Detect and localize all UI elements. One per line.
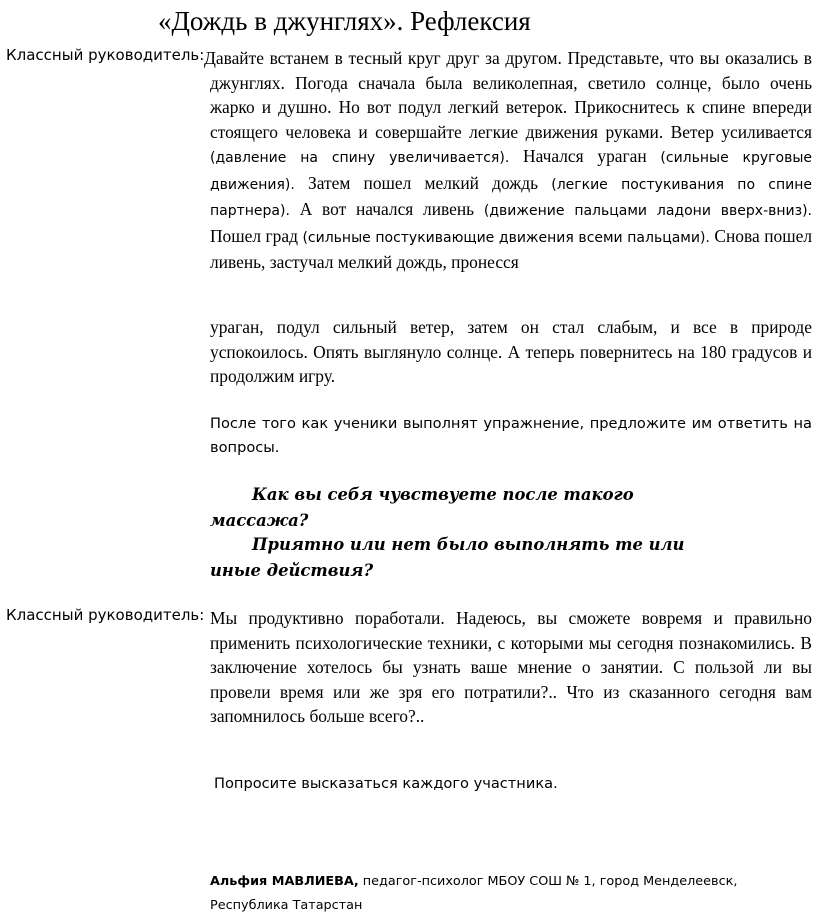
author-name: Альфия МАВЛИЕВА,: [210, 874, 359, 889]
stage-direction: (давление на спину увеличивается).: [210, 150, 510, 166]
instruction-text: После того как ученики выполнят упражнение, предложите им ответить на вопросы.: [210, 415, 812, 456]
reflection-question: Как вы себя чувствуете после такого массажа?: [210, 485, 634, 530]
stage-direction: (движение пальцами ладони вверх-вниз).: [483, 203, 812, 219]
speech-text: Затем пошел мелкий дождь: [294, 172, 552, 193]
speech-text: Снова пошел ливень, застучал мелкий дождь, пронесся: [210, 225, 813, 272]
author-credit: [210, 870, 750, 918]
stage-direction: (сильные круговые движения).: [210, 150, 813, 193]
author-position: педагог-психолог МБОУ СОШ № 1, город Менделеевск,: [358, 874, 738, 889]
reflection-question: Приятно или нет было выполнять те или иные действия?: [210, 535, 685, 580]
speaker-label: Классный руководитель:: [6, 606, 205, 624]
stage-direction: (сильные постукивающие движения всеми пальцами).: [302, 229, 710, 246]
speech-text: Пошел град: [210, 225, 303, 246]
speech-text: Начался ураган: [509, 146, 661, 166]
speech-text: Давайте встанем в тесный круг друг за другом. Представьте, что вы оказались в джунглях. Погода сначала была великолепная, светило солнце, было очень жарко и душно. Но вот подул легкий ветерок. Прикоснитесь к спине впереди стоящего человека и совершайте легкие движения руками. Ветер усиливается: [204, 48, 812, 142]
instruction-text: Попросите высказаться каждого участника.: [214, 775, 558, 792]
teacher-speech-continuation: ураган, подул сильный ветер, затем он стал слабым, и все в природе успокоилось. Опять выглянуло солнце. А теперь повернитесь на 180 градусов и продолжим игру.: [210, 317, 812, 386]
teacher-speech-paragraph: [204, 46, 813, 275]
teacher-closing-paragraph: Мы продуктивно поработали. Надеюсь, вы сможете вовремя и правильно применить психологические техники, с которыми мы сегодня познакомились. В заключение хотелось бы узнать ваше мнение о занятии. С пользой ли вы провели время или же зря его потратили?.. Что из сказанного сегодня вам запомнилось больше всего?..: [210, 608, 812, 726]
stage-direction: (легкие постукивания по спине партнера).: [210, 176, 813, 219]
speech-text: А вот начался ливень: [289, 199, 484, 219]
author-region: Республика Татарстан: [210, 898, 363, 913]
page-title: «Дождь в джунглях». Рефлексия: [158, 6, 531, 36]
speaker-label: Классный руководитель:: [6, 46, 205, 64]
